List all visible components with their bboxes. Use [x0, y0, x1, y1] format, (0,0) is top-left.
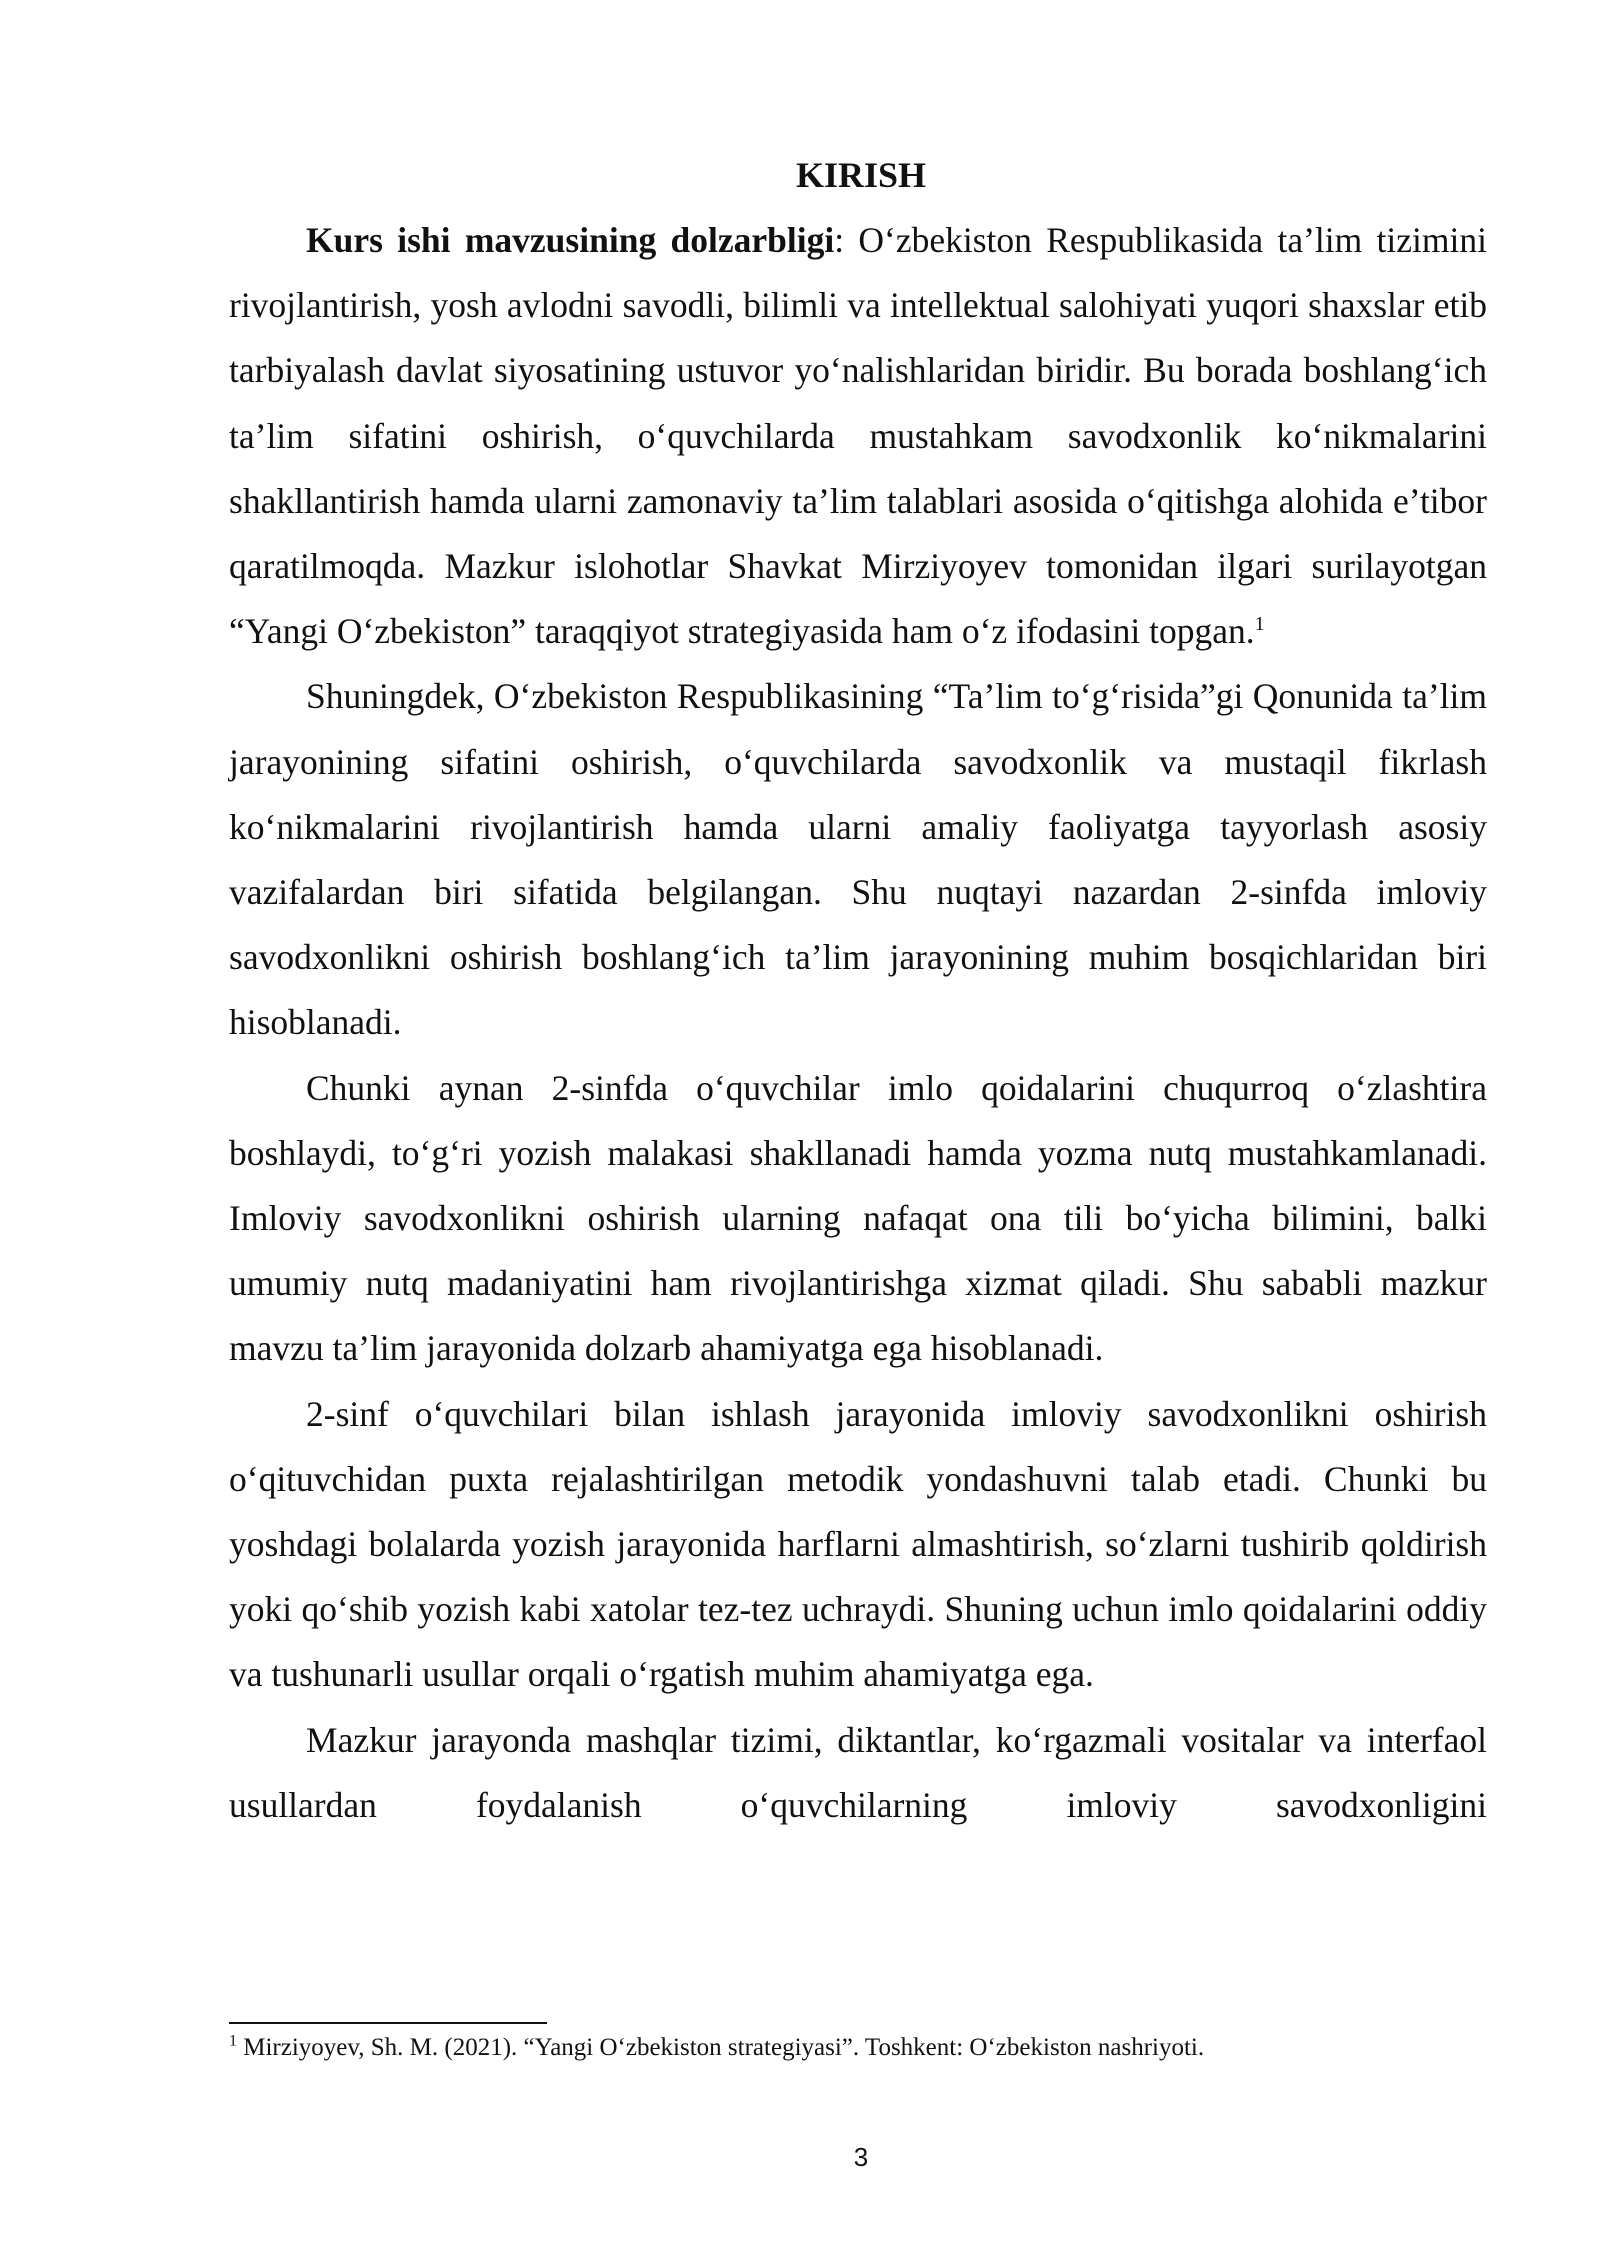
- page-number: 3: [853, 2142, 869, 2172]
- paragraph-1-lead: Kurs ishi mavzusining dolzarbligi: [306, 220, 835, 260]
- body-text: [229, 208, 1487, 1838]
- footnote-text: Mirziyoyev, Sh. M. (2021). “Yangi O‘zbekiston strategiyasi”. Toshkent: O‘zbekiston nashriyoti.: [237, 2034, 1205, 2061]
- section-heading: KIRISH: [795, 155, 927, 195]
- paragraph-4: 2-sinf o‘quvchilari bilan ishlash jarayonida imloviy savodxonlikni oshirish o‘qituvchidan puxta rejalashtirilgan metodik yondashuvni talab etadi. Chunki bu yoshdagi bolalarda yozish jarayonida harflarni almashtirish, so‘zlarni tushirib qoldirish yoki qo‘shib yozish kabi xatolar tez-tez uchraydi. Shuning uchun imlo qoidalarini oddiy va tushunarli usullar orqali o‘rgatish muhim ahamiyatga ega.: [229, 1393, 1487, 1695]
- footnote-marker: 1: [229, 2032, 237, 2050]
- footnote-separator: [229, 2022, 547, 2024]
- footnote: [229, 2030, 1487, 2066]
- paragraph-2: Shuningdek, O‘zbekiston Respublikasining “Ta’lim to‘g‘risida”gi Qonunida ta’lim jarayonining sifatini oshirish, o‘quvchilarda savodxonlik va mustaqil fikrlash ko‘nikmalarini rivojlantirish hamda ularni amaliy faoliyatga tayyorlash asosiy vazifalardan biri sifatida belgilangan. Shu nuqtayi nazardan 2-sinfda imloviy savodxonlikni oshirish boshlang‘ich ta’lim jarayonining muhim bosqichlaridan biri hisoblanadi.: [229, 676, 1487, 1043]
- paragraph-1-text: : O‘zbekiston Respublikasida ta’lim tizimini rivojlantirish, yosh avlodni savodli, bilimli va intellektual salohiyati yuqori shaxslar etib tarbiyalash davlat siyosatining ustuvor yo‘nalishlaridan biridir. Bu borada boshlang‘ich ta’lim sifatini oshirish, o‘quvchilarda mustahkam savodxonlik ko‘nikmalarini shakllantirish hamda ularni zamonaviy ta’lim talablari asosida o‘qitishga alohida e’tibor qaratilmoqda. Mazkur islohotlar Shavkat Mirziyoyev tomonidan ilgari surilayotgan “Yangi O‘zbekiston” taraqqiyot strategiyasida ham o‘z ifodasini topgan.: [229, 220, 1487, 652]
- paragraph-1: [229, 208, 1487, 664]
- footnote-reference: 1: [1254, 613, 1265, 636]
- paragraph-5: Mazkur jarayonda mashqlar tizimi, diktantlar, ko‘rgazmali vositalar va interfaol usullardan foydalanish o‘quvchilarning imloviy savodxonligini: [229, 1719, 1487, 1825]
- paragraph-3: Chunki aynan 2-sinfda o‘quvchilar imlo qoidalarini chuqurroq o‘zlashtira boshlaydi, to‘g‘ri yozish malakasi shakllanadi hamda yozma nutq mustahkamlanadi. Imloviy savodxonlikni oshirish ularning nafaqat ona tili bo‘yicha bilimini, balki umumiy nutq madaniyatini ham rivojlantirishga xizmat qiladi. Shu sababli mazkur mavzu ta’lim jarayonida dolzarb ahamiyatga ega hisoblanadi.: [229, 1067, 1487, 1369]
